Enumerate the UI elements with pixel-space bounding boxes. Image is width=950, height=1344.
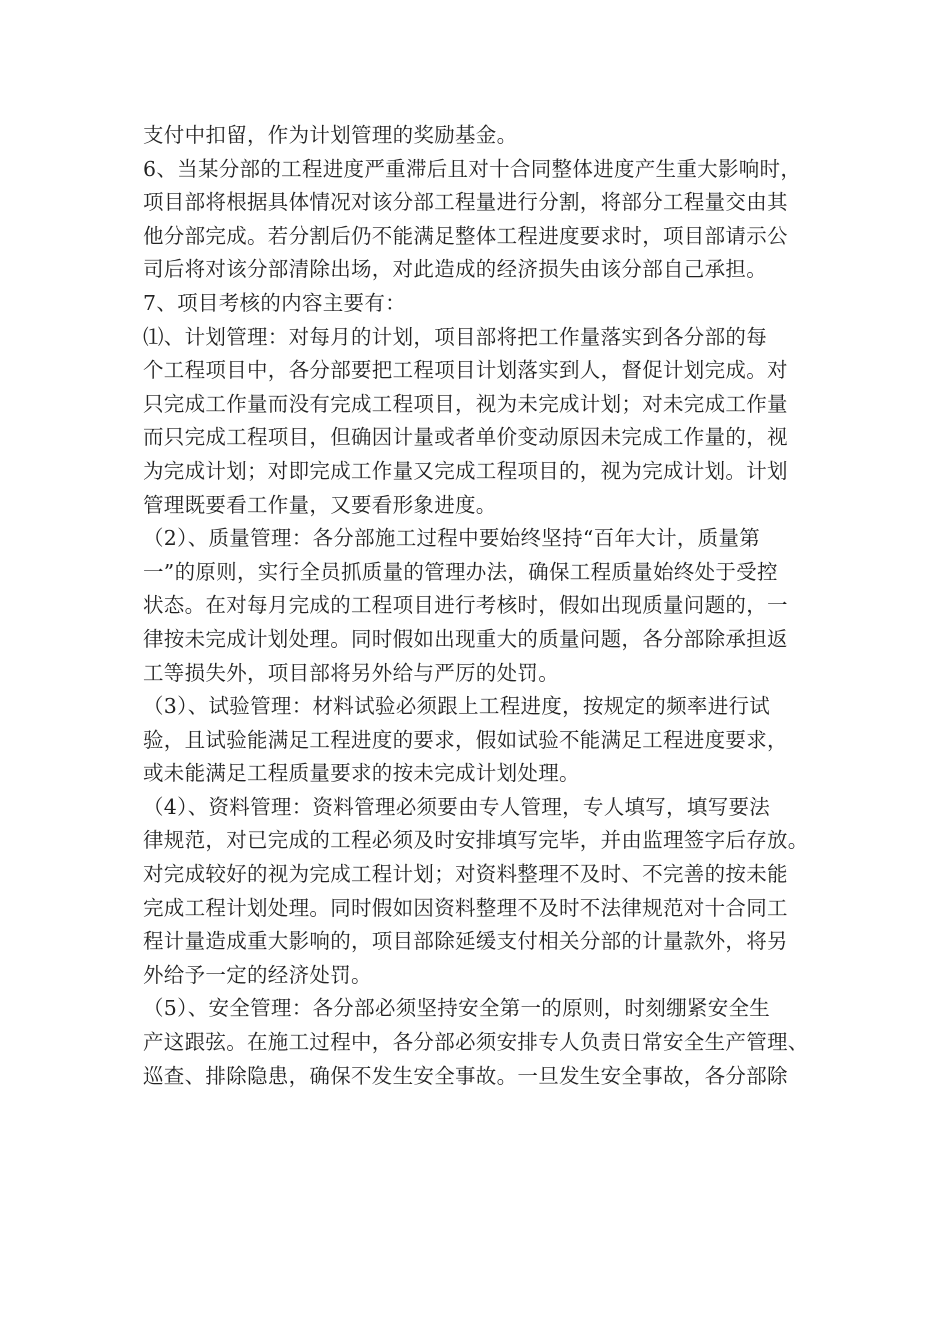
text-line: 产这跟弦。在施工过程中，各分部必须安排专人负责日常安全生产管理、 — [143, 1030, 809, 1055]
text-line: 工等损失外，项目部将另外给与严厉的处罚。 — [143, 660, 559, 685]
text-line: 外给予一定的经济处罚。 — [143, 962, 372, 987]
text-line: 项目部将根据具体情况对该分部工程量进行分割，将部分工程量交由其 — [143, 190, 788, 215]
text-line: （4）、资料管理：资料管理必须要由专人管理，专人填写，填写要法 — [143, 794, 771, 819]
text-line: 6、当某分部的工程进度严重滞后且对十合同整体进度产生重大影响时， — [143, 156, 802, 181]
text-line: 一”的原则，实行全员抓质量的管理办法，确保工程质量始终处于受控 — [143, 559, 778, 584]
text-line: 验，且试验能满足工程进度的要求，假如试验不能满足工程进度要求， — [143, 727, 788, 752]
text-line: （5）、安全管理：各分部必须坚持安全第一的原则，时刻绷紧安全生 — [143, 996, 771, 1021]
text-line: （2）、质量管理：各分部施工过程中要始终坚持“百年大计，质量第 — [143, 526, 761, 551]
text-line: 状态。在对每月完成的工程项目进行考核时，假如出现质量问题的，一 — [143, 593, 788, 618]
text-line: 程计量造成重大影响的，项目部除延缓支付相关分部的计量款外，将另 — [143, 929, 788, 954]
text-line: 律按未完成计划处理。同时假如出现重大的质量问题，各分部除承担返 — [143, 626, 788, 651]
text-line: 支付中扣留，作为计划管理的奖励基金。 — [143, 123, 518, 147]
text-line: 个工程项目中，各分部要把工程项目计划落实到人，督促计划完成。对 — [143, 358, 788, 383]
text-line: 他分部完成。若分割后仍不能满足整体工程进度要求时，项目部请示公 — [143, 223, 788, 248]
text-line: 为完成计划；对即完成工作量又完成工程项目的，视为完成计划。计划 — [143, 458, 788, 483]
text-line: （3）、试验管理：材料试验必须跟上工程进度，按规定的频率进行试 — [143, 694, 771, 719]
text-line: 管理既要看工作量，又要看形象进度。 — [143, 492, 497, 517]
text-line: ⑴、计划管理：对每月的计划，项目部将把工作量落实到各分部的每 — [143, 324, 767, 349]
text-line: 律规范，对已完成的工程必须及时安排填写完毕，并由监理签字后存放。 — [143, 828, 809, 853]
text-line: 或未能满足工程质量要求的按未完成计划处理。 — [143, 761, 580, 786]
text-line: 司后将对该分部清除出场，对此造成的经济损失由该分部自己承担。 — [143, 257, 767, 282]
text-line: 只完成工作量而没有完成工程项目，视为未完成计划；对未完成工作量 — [143, 391, 788, 416]
text-line: 巡查、排除隐患，确保不发生安全事故。一旦发生安全事故，各分部除 — [143, 1063, 788, 1088]
text-line: 7、项目考核的内容主要有： — [143, 290, 406, 315]
text-line: 对完成较好的视为完成工程计划；对资料整理不及时、不完善的按未能 — [143, 862, 788, 887]
text-line: 而只完成工程项目，但确因计量或者单价变动原因未完成工作量的，视 — [143, 425, 788, 450]
document-body — [143, 119, 823, 1093]
text-line: 完成工程计划处理。同时假如因资料整理不及时不法律规范对十合同工 — [143, 895, 788, 920]
